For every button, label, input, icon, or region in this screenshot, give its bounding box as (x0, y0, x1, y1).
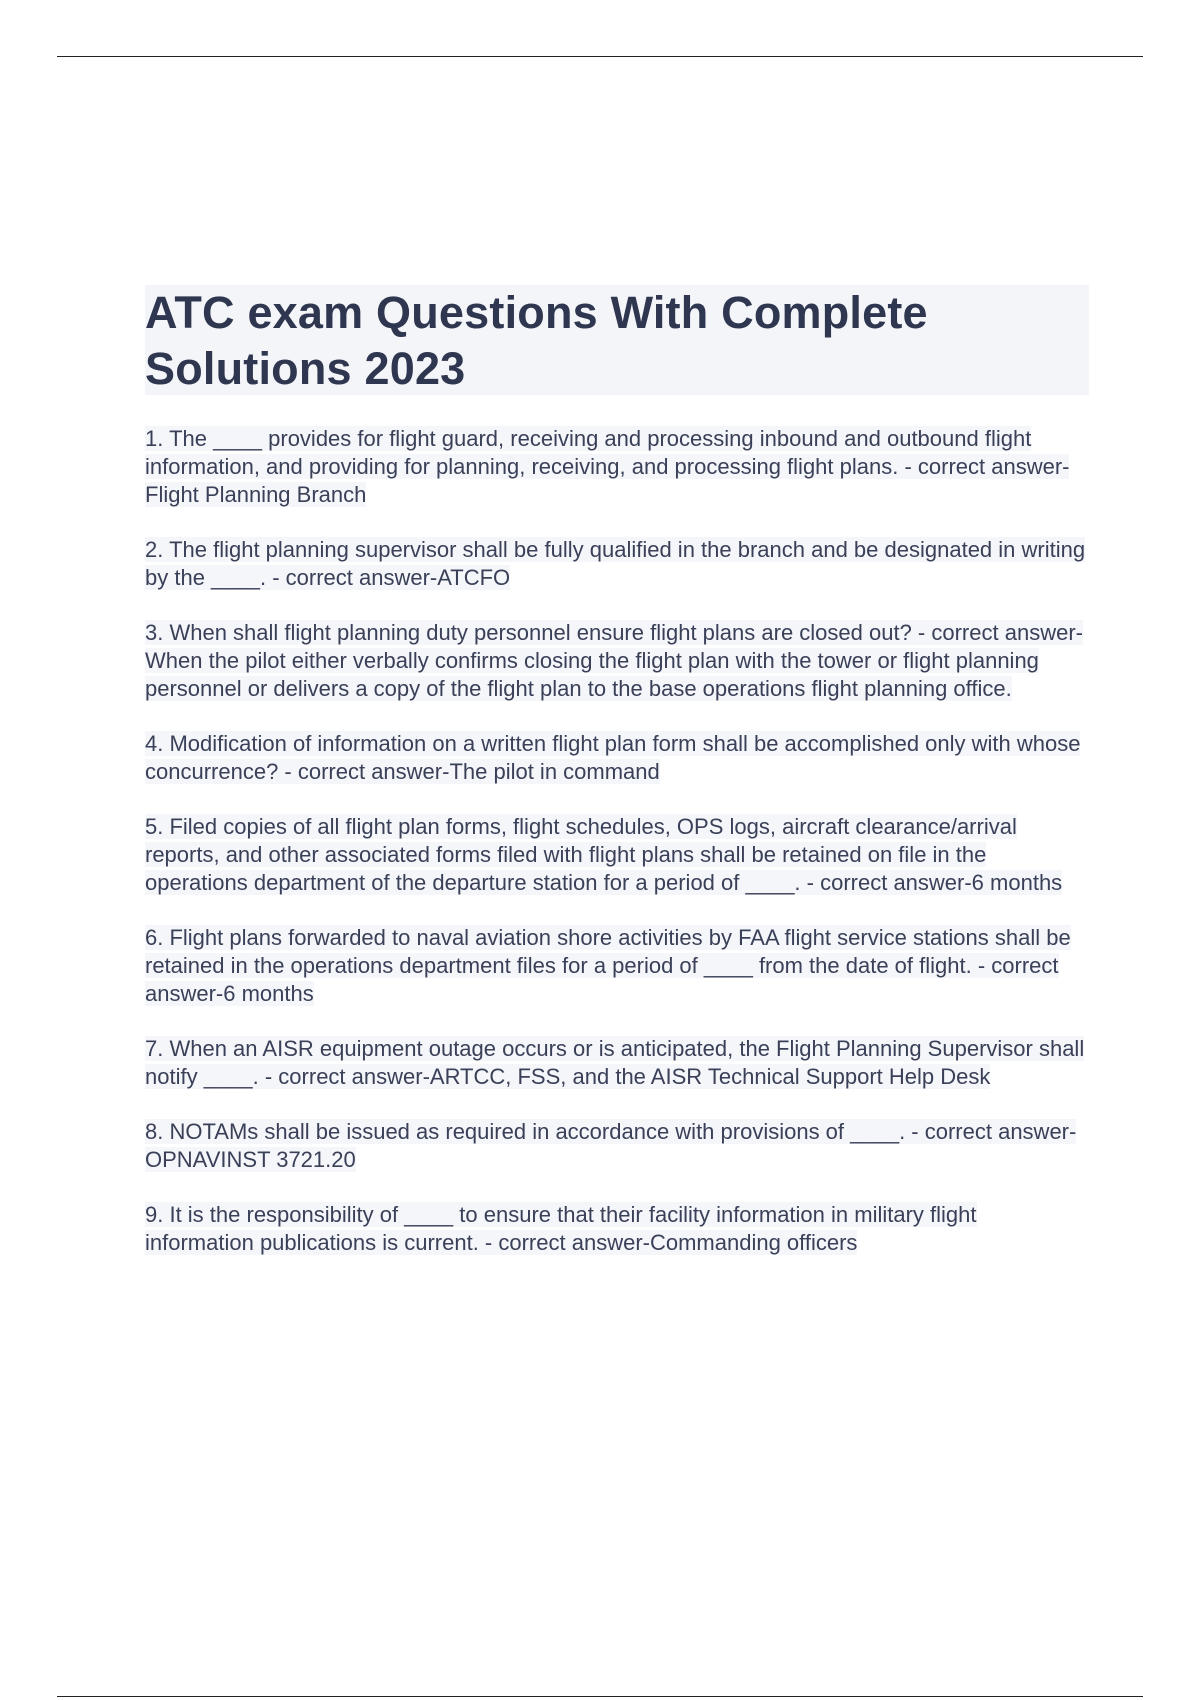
qa-list (145, 425, 1089, 1257)
qa-item (145, 1118, 1089, 1174)
qa-item (145, 730, 1089, 786)
document-title: ATC exam Questions With Complete Solutions 2023 (145, 287, 928, 394)
qa-text: 1. The ____ provides for flight guard, receiving and processing inbound and outbound flight information, and providing for planning, receiving, and processing flight plans. - correct answer-Flight Planning Branch (145, 426, 1070, 507)
qa-item (145, 1201, 1089, 1257)
qa-item (145, 619, 1089, 703)
bottom-rule (57, 1696, 1143, 1697)
qa-item (145, 813, 1089, 897)
qa-item (145, 1035, 1089, 1091)
qa-text: 2. The flight planning supervisor shall be fully qualified in the branch and be designated in writing by the ____. - correct answer-ATCFO (145, 537, 1086, 590)
qa-text: 3. When shall flight planning duty personnel ensure flight plans are closed out? - correct answer-When the pilot either verbally confirms closing the flight plan with the tower or flight planning personnel or delivers a copy of the flight plan to the base operations flight planning office. (145, 620, 1083, 701)
qa-text: 8. NOTAMs shall be issued as required in accordance with provisions of ____. - correct answer-OPNAVINST 3721.20 (145, 1119, 1077, 1172)
qa-item (145, 536, 1089, 592)
qa-item (145, 924, 1089, 1008)
qa-text: 4. Modification of information on a written flight plan form shall be accomplished only with whose concurrence? - correct answer-The pilot in command (145, 731, 1081, 784)
title-block (145, 285, 1089, 395)
qa-text: 7. When an AISR equipment outage occurs or is anticipated, the Flight Planning Supervisor shall notify ____. - correct answer-ARTCC, FSS, and the AISR Technical Support Help Desk (145, 1036, 1085, 1089)
qa-text: 6. Flight plans forwarded to naval aviation shore activities by FAA flight service stations shall be retained in the operations department files for a period of ____ from the date of flight. - correct answer-6 months (145, 925, 1071, 1006)
top-rule (57, 56, 1143, 57)
document-body (145, 285, 1089, 1284)
qa-text: 5. Filed copies of all flight plan forms, flight schedules, OPS logs, aircraft clearance/arrival reports, and other associated forms filed with flight plans shall be retained on file in the operations department of the departure station for a period of ____. - correct answer-6 months (145, 814, 1063, 895)
qa-text: 9. It is the responsibility of ____ to ensure that their facility information in military flight information publications is current. - correct answer-Commanding officers (145, 1202, 977, 1255)
qa-item (145, 425, 1089, 509)
